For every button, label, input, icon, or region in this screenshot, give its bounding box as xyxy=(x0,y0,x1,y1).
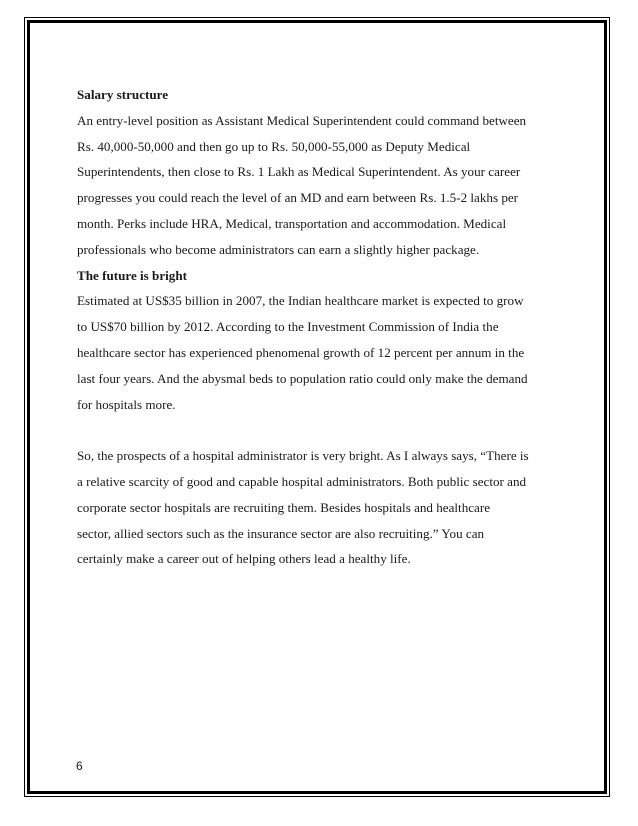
paragraph-line: progresses you could reach the level of an MD and earn between Rs. 1.5-2 lakhs per xyxy=(77,190,519,206)
paragraph-line: Superintendents, then close to Rs. 1 Lakh as Medical Superintendent. As your career xyxy=(77,164,521,180)
paragraph-line: Estimated at US$35 billion in 2007, the Indian healthcare market is expected to grow xyxy=(77,293,524,309)
page-content xyxy=(77,82,575,572)
paragraph-line: An entry-level position as Assistant Medical Superintendent could command between xyxy=(77,112,527,128)
paragraph-line: So, the prospects of a hospital administrator is very bright. As I always says, “There is xyxy=(77,448,529,464)
section-heading-salary-structure: Salary structure xyxy=(77,87,169,102)
paragraph-line: for hospitals more. xyxy=(77,396,176,412)
paragraph-line: sector, allied sectors such as the insurance sector are also recruiting.” You can xyxy=(77,525,485,541)
paragraph-line: corporate sector hospitals are recruiting them. Besides hospitals and healthcare xyxy=(77,499,491,515)
page-number: 6 xyxy=(76,759,83,773)
paragraph-line: to US$70 billion by 2012. According to the Investment Commission of India the xyxy=(77,319,499,335)
paragraph-line: month. Perks include HRA, Medical, transportation and accommodation. Medical xyxy=(77,215,507,231)
paragraph-line: professionals who become administrators can earn a slightly higher package. xyxy=(77,241,480,257)
paragraph-line: last four years. And the abysmal beds to population ratio could only make the demand xyxy=(77,370,528,386)
paragraph-line: healthcare sector has experienced phenomenal growth of 12 percent per annum in the xyxy=(77,344,525,360)
paragraph-line: Rs. 40,000-50,000 and then go up to Rs. 50,000-55,000 as Deputy Medical xyxy=(77,138,471,154)
paragraph-spacer xyxy=(77,417,575,443)
paragraph-line: a relative scarcity of good and capable hospital administrators. Both public sector and xyxy=(77,473,527,489)
section-heading-future-is-bright: The future is bright xyxy=(77,267,187,283)
paragraph-line: certainly make a career out of helping others lead a healthy life. xyxy=(77,551,411,567)
